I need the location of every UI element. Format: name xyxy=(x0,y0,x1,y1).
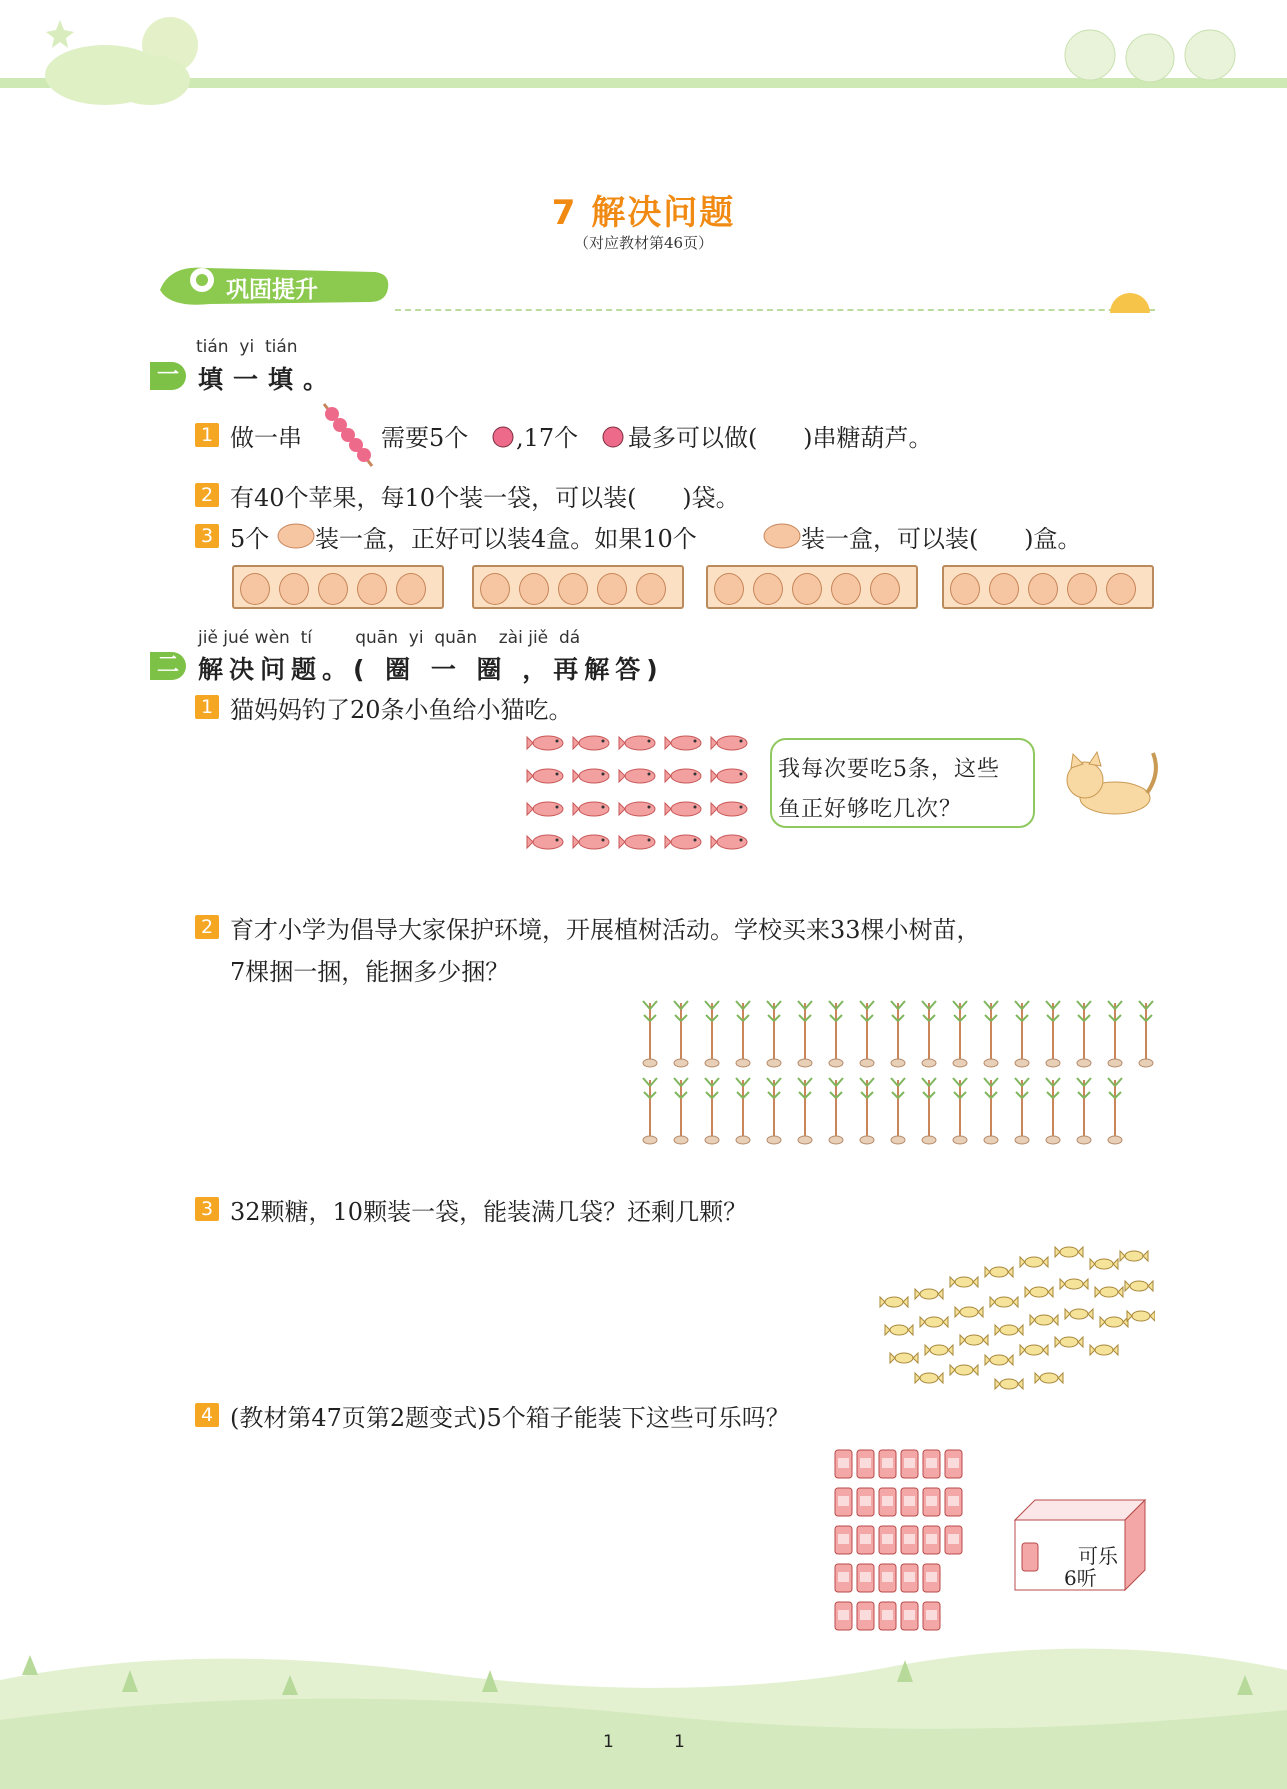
hawthorn-icon xyxy=(490,423,516,449)
part2-pinyin: jiě jué wèn tí quān yi quān zài jiě dá xyxy=(198,628,581,648)
question-number: 4 xyxy=(195,1403,219,1427)
lesson-title: 7 解决问题 xyxy=(551,193,736,233)
fish-group-icon xyxy=(520,728,750,863)
question-text: 装一盒，可以装( )盒。 xyxy=(801,525,1082,553)
part1-pinyin: tián yi tián xyxy=(196,337,298,357)
speech-bubble-line: 我每次要吃5条，这些 xyxy=(778,757,1000,782)
candies-group-icon xyxy=(875,1235,1155,1390)
question-text: 育才小学为倡导大家保护环境，开展植树活动。学校买来33棵小树苗， xyxy=(230,916,981,944)
question-number: 3 xyxy=(195,1197,219,1221)
speech-bubble-text xyxy=(778,750,1028,830)
question-text: 有40个苹果，每10个装一袋，可以装( )袋。 xyxy=(230,484,740,512)
egg-icon xyxy=(762,522,802,550)
question-text: 7棵捆一捆，能捆多少捆？ xyxy=(230,958,510,986)
egg-icon xyxy=(276,522,316,550)
question-text: 5个 xyxy=(230,525,270,553)
hills-decor-icon xyxy=(0,1630,1287,1789)
egg-box xyxy=(232,565,444,609)
question-number: 2 xyxy=(195,915,219,939)
animal-faces-icon xyxy=(1060,20,1250,90)
sun-cloud-icon xyxy=(20,0,200,110)
question-number: 3 xyxy=(195,524,219,548)
section-banner-text: 巩固提升 xyxy=(226,277,318,303)
part1-badge: 一 xyxy=(150,362,186,390)
egg-box xyxy=(942,565,1154,609)
part2-title: 解决问题。( 圈 一 圈 ，再解答) xyxy=(198,655,664,684)
question-text: 装一盒，正好可以装4盒。如果10个 xyxy=(315,525,697,553)
page-number: 1 xyxy=(603,1732,614,1752)
page-number: 1 xyxy=(674,1732,685,1752)
sunset-icon xyxy=(1105,285,1155,315)
question-text: 做一串 xyxy=(230,424,302,452)
question-number: 2 xyxy=(195,483,219,507)
egg-box xyxy=(706,565,918,609)
cola-cans-group-icon xyxy=(833,1448,983,1640)
hawthorn-icon xyxy=(600,423,626,449)
question-number: 1 xyxy=(195,695,219,719)
candied-haws-icon xyxy=(318,400,378,470)
speech-bubble-line: 鱼正好够吃几次？ xyxy=(778,797,963,822)
cola-box-label: 6听 xyxy=(1064,1566,1097,1590)
kitten-icon xyxy=(1055,748,1160,828)
question-text: 需要5个 xyxy=(381,424,469,452)
question-text: 最多可以做( )串糖葫芦。 xyxy=(628,424,933,452)
question-text: ,17个 xyxy=(516,424,579,452)
cola-box-label: 可乐 xyxy=(1078,1544,1118,1568)
part1-title: 填一填。 xyxy=(198,365,339,394)
question-text: 猫妈妈钓了20条小鱼给小猫吃。 xyxy=(230,696,573,724)
saplings-group-icon xyxy=(635,990,1160,1150)
question-number: 1 xyxy=(195,423,219,447)
section-divider xyxy=(395,309,1155,311)
question-text: (教材第47页第2题变式)5个箱子能装下这些可乐吗？ xyxy=(230,1404,790,1432)
part2-badge: 二 xyxy=(150,652,186,680)
question-text: 32颗糖，10颗装一袋，能装满几袋？还剩几颗？ xyxy=(230,1198,748,1226)
egg-box xyxy=(472,565,684,609)
lesson-subtitle: （对应教材第46页） xyxy=(573,234,714,252)
